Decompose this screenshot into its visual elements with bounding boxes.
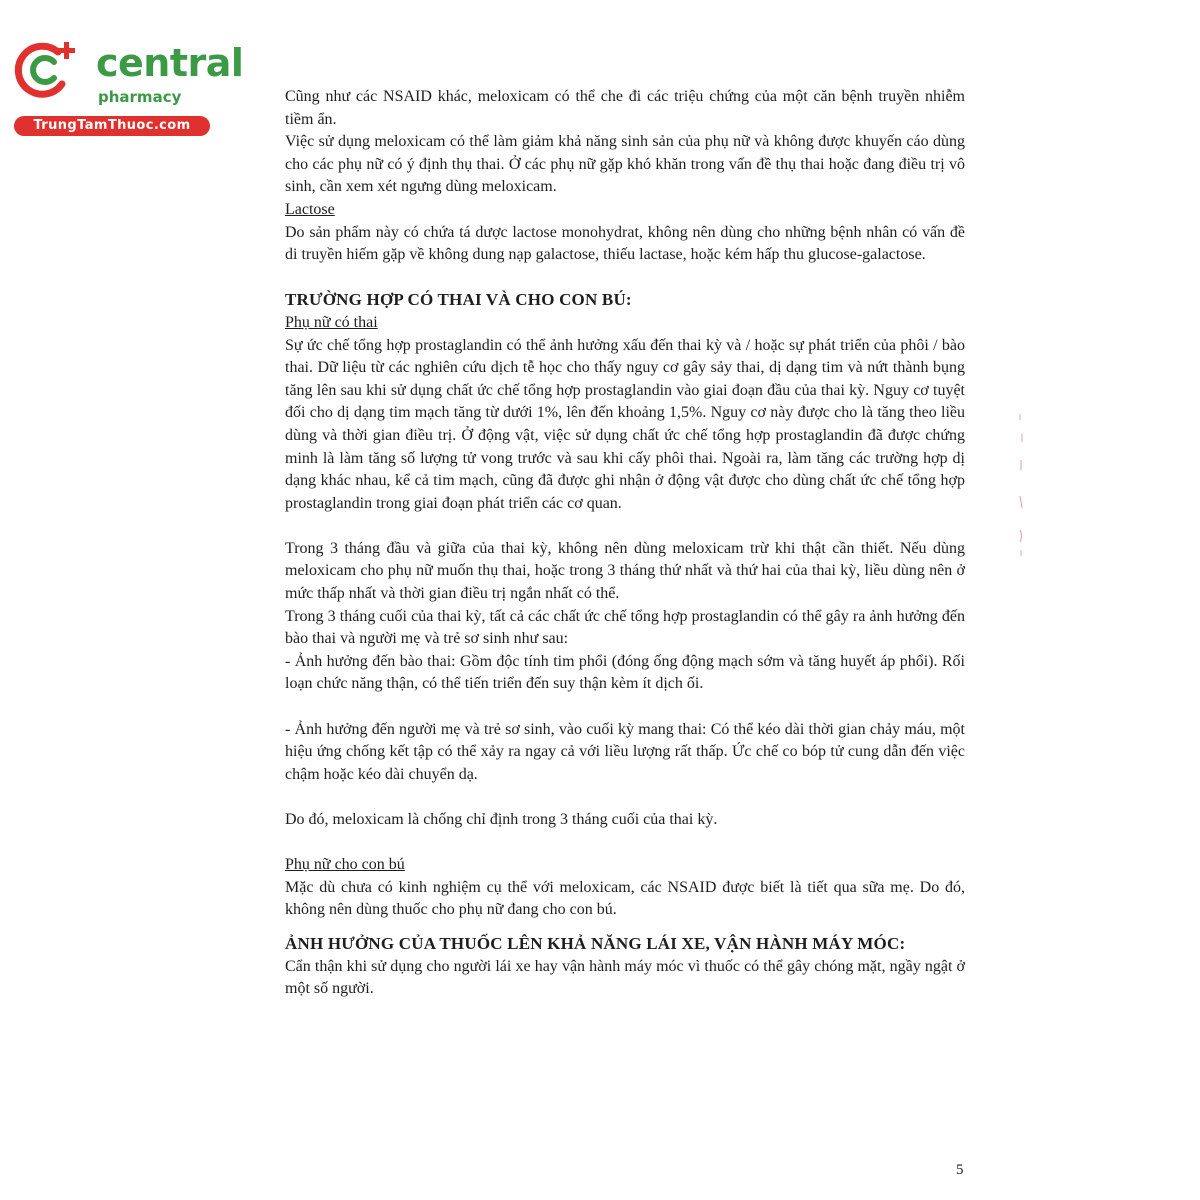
- breastfeeding-title: Phụ nữ cho con bú: [285, 856, 405, 874]
- brand-website: TrungTamThuoc.com: [14, 116, 210, 136]
- lactose-text: Do sản phẩm này có chứa tá dược lactose monohydrat, không nên dùng cho những bệnh nhân có vấn đề di truyền hiếm gặp về không dung nạp galactose, thiếu lactase, hoặc kém hấp thu glucose-galactose.: [285, 223, 965, 264]
- brand-name: central: [96, 41, 244, 85]
- breastfeeding-text: Mặc dù chưa có kinh nghiệm cụ thể với meloxicam, các NSAID được biết là tiết qua sữa mẹ. Do đó, không nên dùng thuốc cho phụ nữ đang cho con bú.: [285, 878, 965, 919]
- fetus-effect: - Ảnh hưởng đến bào thai: Gồm độc tính tim phổi (đóng ống động mạch sớm và tăng huyết áp phổi). Rối loạn chức năng thận, có thể tiến triển đến suy thận kèm ít dịch ối.: [285, 652, 965, 693]
- margin-marks: [1014, 412, 1030, 562]
- trimester-paragraph-2: Trong 3 tháng cuối của thai kỳ, tất cả các chất ức chế tổng hợp prostaglandin có thể gây ra ảnh hưởng đến bào thai và người mẹ và trẻ sơ sinh như sau:: [285, 607, 965, 648]
- brand-subtitle: pharmacy: [98, 88, 182, 106]
- page-number: 5: [956, 1162, 964, 1178]
- intro-paragraph-1: Cũng như các NSAID khác, meloxicam có thể che đi các triệu chứng của một căn bệnh truyền nhiễm tiềm ẩn.: [285, 88, 965, 128]
- trimester-paragraph-1: Trong 3 tháng đầu và giữa của thai kỳ, không nên dùng meloxicam trừ khi thật cần thiết. Nếu dùng meloxicam cho phụ nữ muốn thụ thai, hoặc trong 3 tháng thứ nhất và thứ hai của thai kỳ, liều dùng nên ở mức thấp nhất và thời gian điều trị ngắn nhất có thể.: [285, 539, 965, 603]
- document-body: [285, 86, 965, 1001]
- mother-newborn-effect: - Ảnh hưởng đến người mẹ và trẻ sơ sinh, vào cuối kỳ mang thai: Có thể kéo dài thời gian chảy máu, một hiệu ứng chống kết tập có thể xảy ra ngay cả với liều lượng rất thấp. Ức chế co bóp tử cung dẫn đến việc chậm hoặc kéo dài chuyển dạ.: [285, 720, 965, 783]
- pregnant-women-title: Phụ nữ có thai: [285, 313, 378, 331]
- pregnant-women-text: Sự ức chế tổng hợp prostaglandin có thể ảnh hưởng xấu đến thai kỳ và / hoặc sự phát triển của phôi / bào thai. Dữ liệu từ các nghiên cứu dịch tễ học cho thấy nguy cơ gây sảy thai, dị dạng tim và nứt thành bụng tăng lên sau khi sử dụng chất ức chế tổng hợp prostaglandin vào giai đoạn đầu của thai kỳ. Nguy cơ tuyệt đối cho dị dạng tim mạch tăng từ dưới 1%, lên đến khoảng 1,5%. Nguy cơ này được cho là tăng theo liều dùng và thời gian điều trị. Ở động vật, việc sử dụng chất ức chế tổng hợp prostaglandin đã được chứng minh là làm tăng số lượng tử vong trước và sau khi cấy phôi thai. Ngoài ra, làm tăng các trường hợp dị dạng khác nhau, kể cả tim mạch, cũng đã được ghi nhận ở động vật được cho dùng chất ức chế tổng hợp prostaglandin trong giai đoạn phát triển các cơ quan.: [285, 336, 965, 512]
- driving-text: Cẩn thận khi sử dụng cho người lái xe hay vận hành máy móc vì thuốc có thể gây chóng mặt, ngầy ngật ở một số người.: [285, 957, 965, 998]
- central-pharmacy-logo-icon: [10, 38, 90, 104]
- contraindication-statement: Do đó, meloxicam là chống chỉ định trong 3 tháng cuối của thai kỳ.: [285, 811, 718, 828]
- lactose-title: Lactose: [285, 200, 335, 218]
- intro-paragraph-2: Việc sử dụng meloxicam có thể làm giảm khả năng sinh sản của phụ nữ và không được khuyến cáo dùng cho các phụ nữ có ý định thụ thai. Ở các phụ nữ gặp khó khăn trong vấn đề thụ thai hoặc đang điều trị vô sinh, cần xem xét ngưng dùng meloxicam.: [285, 133, 965, 196]
- driving-section-heading: ẢNH HƯỞNG CỦA THUỐC LÊN KHẢ NĂNG LÁI XE, VẬN HÀNH MÁY MÓC:: [285, 933, 906, 953]
- pregnancy-section-heading: TRƯỜNG HỢP CÓ THAI VÀ CHO CON BÚ:: [285, 290, 632, 310]
- pharmacy-logo: [10, 36, 244, 136]
